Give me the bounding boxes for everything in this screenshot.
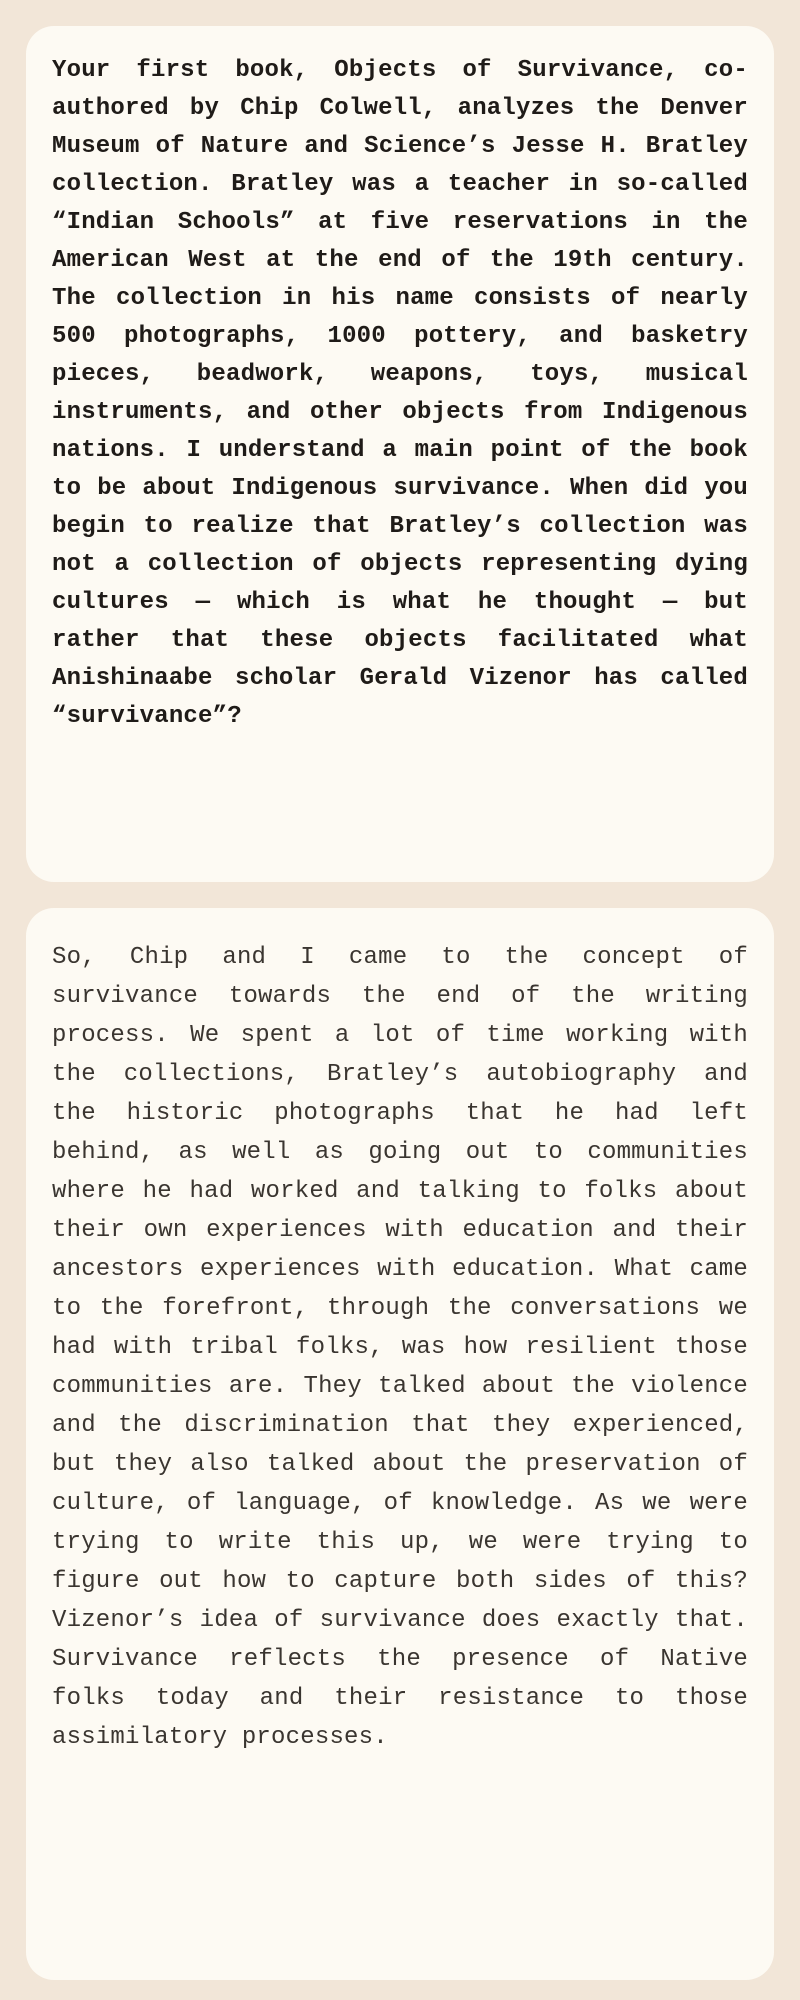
question-card <box>26 26 774 882</box>
interview-answer: So, Chip and I came to the concept of survivance towards the end of the writing process. We spent a lot of time working with the collections, Bratley’s autobiography and the historic photographs that he had left behind, as well as going out to communities where he had worked and talking to folks about their own experiences with education and their ancestors experiences with education. What came to the forefront, through the conversations we had with tribal folks, was how resilient those communities are. They talked about the violence and the discrimination that they experienced, but they also talked about the preservation of culture, of language, of knowledge. As we were trying to write this up, we were trying to figure out how to capture both sides of this? Vizenor’s idea of survivance does exactly that. Survivance reflects the presence of Native folks today and their resistance to those assimilatory processes. <box>52 944 748 1751</box>
answer-card <box>26 908 774 1980</box>
interview-question: Your first book, Objects of Survivance, co-authored by Chip Colwell, analyzes the Denver Museum of Nature and Science’s Jesse H. Bratley collection. Bratley was a teacher in so-called “Indian Schools” at five reservations in the American West at the end of the 19th century. The collection in his name consists of nearly 500 photographs, 1000 pottery, and basketry pieces, beadwork, weapons, toys, musical instruments, and other objects from Indigenous nations. I understand a main point of the book to be about Indigenous survivance. When did you begin to realize that Bratley’s collection was not a collection of objects representing dying cultures — which is what he thought — but rather that these objects facilitated what Anishinaabe scholar Gerald Vizenor has called “survivance”? <box>52 57 748 730</box>
